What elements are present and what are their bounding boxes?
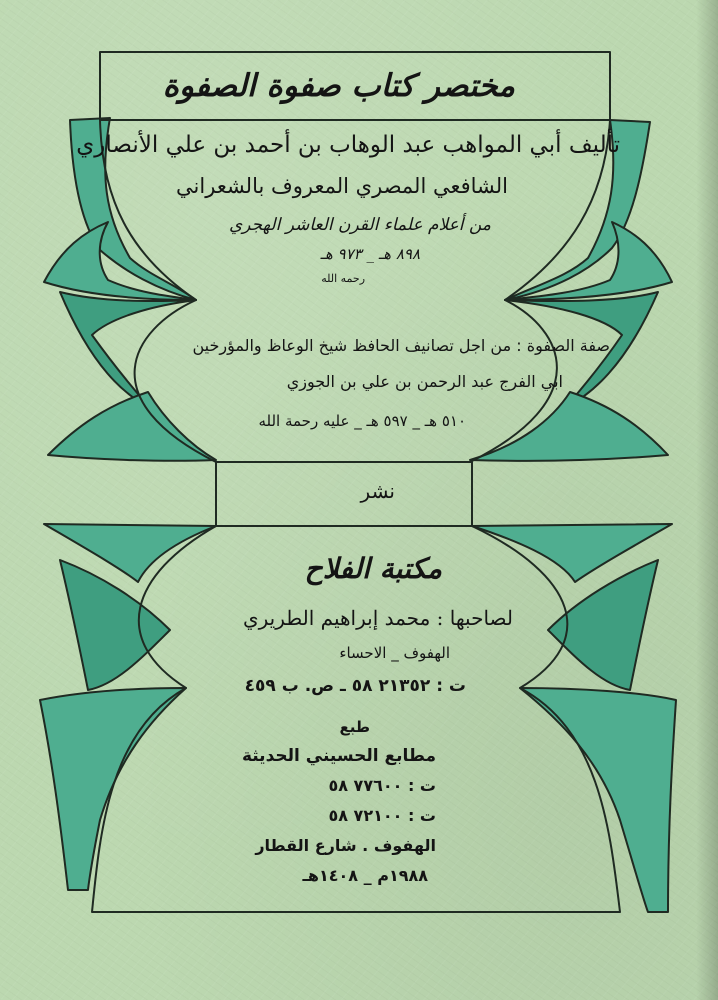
original-work-line-2: ابي الفرج عبد الرحمن بن علي بن الجوزي <box>286 372 563 391</box>
printer-phone-1: ت : ٧٧٦٠٠ ٥٨ <box>328 776 436 795</box>
author-line-1: تأليف أبي المواهب عبد الوهاب بن أحمد بن علي الأنصاري <box>76 132 620 158</box>
publisher-owner: لصاحبها : محمد إبراهيم الطريري <box>242 606 513 630</box>
author-dates: ٨٩٨ هـ _ ٩٧٣ هـ <box>320 245 420 263</box>
publisher-location: الهفوف _ الاحساء <box>339 644 450 662</box>
printer-name: مطابع الحسيني الحديثة <box>241 746 436 766</box>
author-line-2: الشافعي المصري المعروف بالشعراني <box>176 174 508 198</box>
original-work-line-1: صفة الصفوة : من اجل تصانيف الحافظ شيخ الوعاظ والمؤرخين <box>192 336 610 355</box>
left-ribbon-3 <box>60 292 196 408</box>
left-ribbon-4 <box>48 392 216 461</box>
original-work-dates: ٥١٠ هـ _ ٥٩٧ هـ _ عليه رحمة الله <box>258 412 466 430</box>
author-blessing: رحمه الله <box>321 272 365 285</box>
printer-label: طبع <box>339 718 370 736</box>
publisher-contact: ت : ٢١٣٥٢ ٥٨ ـ ص. ب ٤٥٩ <box>244 676 466 696</box>
right-ribbon-4 <box>470 392 668 461</box>
printer-address: الهفوف . شارع القطار <box>255 836 436 855</box>
print-year: ١٩٨٨م _ ١٤٠٨هـ <box>302 866 428 885</box>
author-line-3: من أعلام علماء القرن العاشر الهجري <box>228 215 491 235</box>
printer-phone-2: ت : ٧٢١٠٠ ٥٨ <box>328 806 436 825</box>
publisher-name: مكتبة الفلاح <box>304 552 442 585</box>
publisher-label: نشر <box>360 479 395 503</box>
right-ribbon-6 <box>548 560 658 690</box>
right-ribbon-7 <box>520 688 676 912</box>
book-title: مختصر كتاب صفوة الصفوة <box>162 68 515 104</box>
page-edge-shadow <box>696 0 718 1000</box>
publisher-label-box <box>216 462 472 526</box>
